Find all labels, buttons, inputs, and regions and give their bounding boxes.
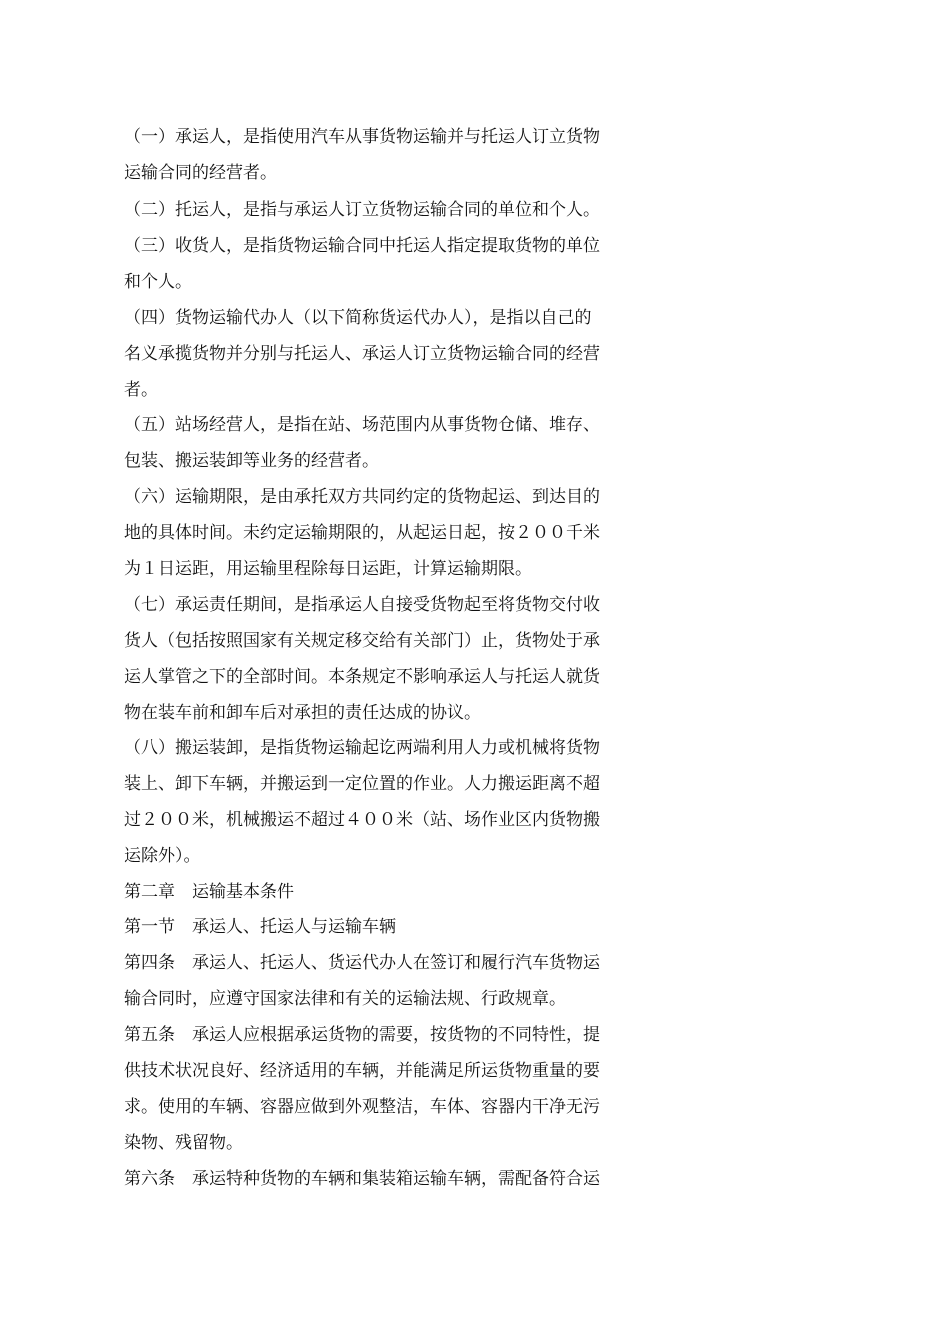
text-line: 运人掌管之下的全部时间。本条规定不影响承运人与托运人就货	[124, 667, 600, 687]
text-line: （四）货物运输代办人（以下简称货运代办人），是指以自己的	[124, 308, 592, 328]
text-line: 第六条 承运特种货物的车辆和集装箱运输车辆，需配备符合运	[124, 1169, 600, 1189]
text-line: 货人（包括按照国家有关规定移交给有关部门）止，货物处于承	[124, 631, 600, 651]
text-line: 装上、卸下车辆，并搬运到一定位置的作业。人力搬运距离不超	[124, 774, 600, 794]
text-line: 地的具体时间。未约定运输期限的，从起运日起，按２００千米	[124, 523, 600, 543]
text-line: （六）运输期限，是由承托双方共同约定的货物起运、到达目的	[124, 487, 600, 507]
text-line: 供技术状况良好、经济适用的车辆，并能满足所运货物重量的要	[124, 1061, 600, 1081]
text-line: 第五条 承运人应根据承运货物的需要，按货物的不同特性，提	[124, 1025, 600, 1045]
chapter-heading: 第二章 运输基本条件	[124, 882, 294, 902]
text-line: 过２００米，机械搬运不超过４００米（站、场作业区内货物搬	[124, 810, 600, 830]
text-line: 运除外）。	[124, 846, 201, 866]
text-line: 包装、搬运装卸等业务的经营者。	[124, 451, 379, 471]
text-line: （二）托运人，是指与承运人订立货物运输合同的单位和个人。	[124, 200, 600, 220]
text-line: 求。使用的车辆、容器应做到外观整洁，车体、容器内干净无污	[124, 1097, 600, 1117]
text-line: 和个人。	[124, 272, 192, 292]
text-line: 者。	[124, 380, 158, 400]
text-line: （一）承运人，是指使用汽车从事货物运输并与托运人订立货物	[124, 127, 600, 147]
text-line: 染物、残留物。	[124, 1133, 243, 1153]
section-heading: 第一节 承运人、托运人与运输车辆	[124, 917, 396, 937]
text-line: 为１日运距，用运输里程除每日运距，计算运输期限。	[124, 559, 532, 579]
text-line: 名义承揽货物并分别与托运人、承运人订立货物运输合同的经营	[124, 344, 600, 364]
text-line: 运输合同的经营者。	[124, 163, 277, 183]
text-line: 输合同时，应遵守国家法律和有关的运输法规、行政规章。	[124, 989, 566, 1009]
text-line: （三）收货人，是指货物运输合同中托运人指定提取货物的单位	[124, 236, 600, 256]
text-line: （七）承运责任期间，是指承运人自接受货物起至将货物交付收	[124, 595, 600, 615]
text-line: （五）站场经营人，是指在站、场范围内从事货物仓储、堆存、	[124, 415, 600, 435]
text-line: 第四条 承运人、托运人、货运代办人在签订和履行汽车货物运	[124, 953, 600, 973]
text-line: 物在装车前和卸车后对承担的责任达成的协议。	[124, 703, 481, 723]
text-line: （八）搬运装卸，是指货物运输起讫两端利用人力或机械将货物	[124, 738, 600, 758]
